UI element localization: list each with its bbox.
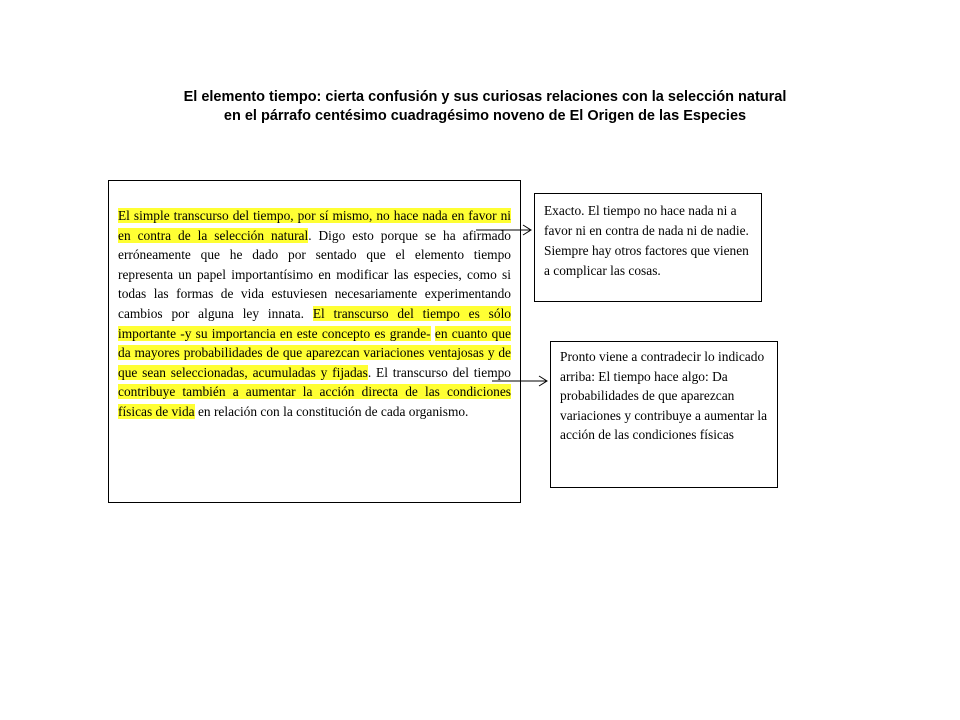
comment-box-1 <box>534 193 762 302</box>
comment-text-1: Exacto. El tiempo no hace nada ni a favor ni en contra de nada ni de nadie. Siempre hay otros factores que vienen a complicar las cosas. <box>544 203 749 278</box>
title-line-1: El elemento tiempo: cierta confusión y sus curiosas relaciones con la selección natural <box>183 89 787 105</box>
arrowhead-2 <box>539 376 547 386</box>
highlight-2: El transcurso del tiempo es sólo importante -y su importancia en este concepto es grande- <box>118 305 511 341</box>
text-segment-2: . Digo esto porque se ha afirmado erróneamente que he dado por sentado que el elemento tiempo representa un papel importantísimo en modificar las especies, como si todas las formas de vida estuviesen necesariamente experimentando cambios por alguna ley innata. <box>118 227 511 321</box>
arrowhead-1 <box>523 225 531 235</box>
main-paragraph <box>118 206 511 422</box>
text-segment-6: . El transcurso del tiempo <box>367 364 511 380</box>
comment-box-2 <box>550 341 778 488</box>
highlight-3: en cuanto que da mayores probabilidades de que aparezcan variaciones ventajosas y de que sean seleccionadas, acumuladas y fijadas <box>118 325 511 380</box>
main-text-box <box>108 180 521 503</box>
comment-text-2: Pronto viene a contradecir lo indicado arriba: El tiempo hace algo: Da probabilidades de que aparezcan variaciones y contribuye a aumentar la acción de las condiciones físicas <box>560 349 768 443</box>
page-title <box>60 88 910 126</box>
highlight-1: El simple transcurso del tiempo, por sí mismo, no hace nada en favor ni en contra de la selección natural <box>118 208 511 243</box>
title-line-2: en el párrafo centésimo cuadragésimo noveno de El Origen de las Especies <box>223 108 747 124</box>
highlight-4: contribuye también a aumentar la acción directa de las condiciones físicas de vida <box>118 384 511 419</box>
text-segment-8: en relación con la constitución de cada organismo. <box>194 403 469 419</box>
